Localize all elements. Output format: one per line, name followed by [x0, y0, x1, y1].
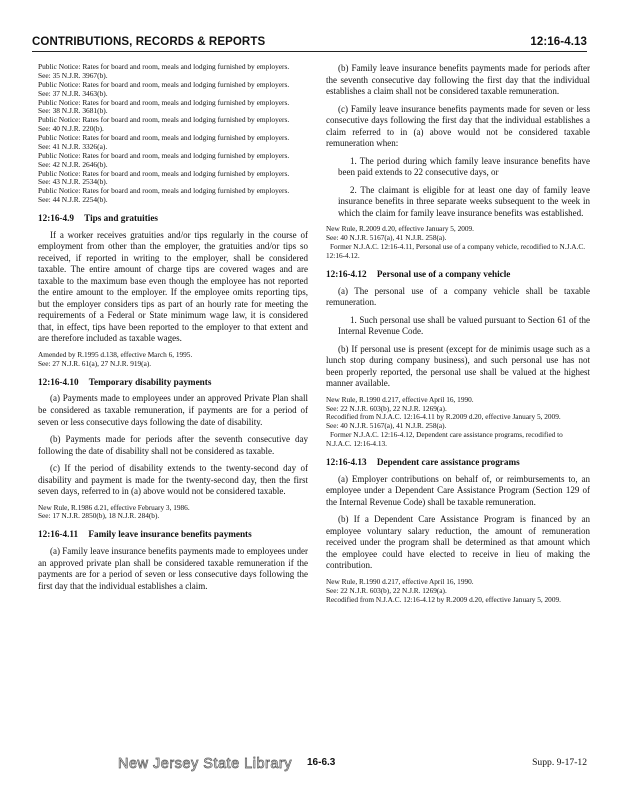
section-paragraph: (b) Payments made for periods after the seventh consecutive day following the date of disability shall not be considered as taxable. [38, 434, 308, 456]
section-history [38, 351, 308, 369]
section-heading-4-13 [326, 457, 590, 469]
notice-line: See: 41 N.J.R. 3326(a). [38, 141, 108, 151]
list-item: 1. Such personal use shall be valued pursuant to Section 61 of the Internal Revenue Code. [338, 314, 590, 337]
history-line: Recodified from N.J.A.C. 12:16-4.12 by R.2009 d.20, effective January 5, 2009. [326, 594, 561, 604]
section-heading-4-9 [38, 213, 308, 225]
section-title: Dependent care assistance programs [376, 456, 520, 467]
notice-line: Public Notice: Rates for board and room, meals and lodging furnished by employers. [38, 133, 290, 142]
section-history [326, 396, 590, 449]
notice-line: See: 40 N.J.R. 220(b). [38, 124, 104, 134]
history-line: New Rule, R.1990 d.217, effective April 16, 1990. [326, 576, 474, 586]
section-heading-4-10 [38, 377, 308, 389]
public-notice-list [38, 63, 308, 205]
section-paragraph: (a) Family leave insurance benefits payments made to employees under an approved private plan shall be considered taxable remuneration if the payments are for a period of seven or less consecutive days following the first day that the individual establishes a claim. [38, 546, 308, 591]
notice-line: Public Notice: Rates for board and room, meals and lodging furnished by employers. [38, 62, 290, 71]
notice-line: Public Notice: Rates for board and room, meals and lodging furnished by employers. [38, 115, 290, 125]
notice-line: Public Notice: Rates for board and room, meals and lodging furnished by employers. [38, 168, 290, 178]
section-number: 12:16-4.9 [38, 213, 74, 223]
library-watermark: New Jersey State Library [118, 756, 292, 772]
notice-line: Public Notice: Rates for board and room, meals and lodging furnished by employers. [38, 186, 290, 196]
history-line: See: 27 N.J.R. 61(a), 27 N.J.R. 919(a). [38, 358, 152, 368]
section-paragraph: (a) Employer contributions on behalf of, or reimbursements to, an employee under a Dependent Care Assistance Program (Section 129 of the Internal Revenue Code) shall be taxable remuneration. [326, 473, 590, 507]
history-line: Former N.J.A.C. 12:16-4.11, Personal use of a company vehicle, recodified to N.J.A.C. 12:16-4.12. [326, 241, 586, 260]
section-paragraph: (c) If the period of disability extends to the twenty-second day of disability and payment is made for the twenty-second day, then the first seven days, referred to in (a) above would not be considered taxable. [38, 463, 308, 497]
section-history [326, 578, 590, 605]
history-line: See: 22 N.J.R. 603(b), 22 N.J.R. 1269(a). [326, 585, 447, 595]
section-title: Family leave insurance benefits payments [88, 529, 252, 540]
section-heading-4-11 [38, 529, 308, 541]
history-line: See: 17 N.J.R. 2850(b), 18 N.J.R. 284(b). [38, 511, 160, 521]
section-heading-4-12 [326, 269, 590, 281]
running-header [32, 36, 587, 52]
history-line: See: 40 N.J.R. 5167(a), 41 N.J.R. 258(a). [326, 421, 447, 431]
section-paragraph: (a) The personal use of a company vehicle shall be taxable remuneration. [326, 285, 590, 308]
section-paragraph: (b) If a Dependent Care Assistance Program is financed by an employee voluntary salary reduction, the amount of remuneration received under the program shall be determined as that amount which the employee could have elected to receive in lieu of making the contribution. [326, 514, 590, 571]
page-number: 16-6.3 [307, 757, 336, 768]
history-line: Former N.J.A.C. 12:16-4.12, Dependent care assistance programs, recodified to N.J.A.C. 12:16-4.13. [326, 430, 563, 449]
list-item: 1. The period during which family leave insurance benefits have been paid extends to 22 consecutive days, or [338, 155, 590, 178]
header-title: CONTRIBUTIONS, RECORDS & REPORTS [32, 36, 266, 48]
history-line: New Rule, R.1990 d.217, effective April 16, 1990. [326, 394, 474, 404]
notice-line: Public Notice: Rates for board and room, meals and lodging furnished by employers. [38, 150, 290, 160]
list-item: 2. The claimant is eligible for at least one day of family leave insurance benefits in three separate weeks subsequent to the week in which the claim for family leave insurance benefits was established. [338, 184, 590, 218]
notice-line: See: 42 N.J.R. 2646(b). [38, 159, 108, 169]
section-title: Personal use of a company vehicle [376, 268, 511, 279]
history-line: See: 40 N.J.R. 5167(a), 41 N.J.R. 258(a). [326, 233, 447, 243]
section-history [326, 225, 590, 261]
notice-line: See: 44 N.J.R. 2254(b). [38, 195, 108, 205]
header-section-ref: 12:16-4.13 [530, 36, 587, 48]
section-paragraph: (c) Family leave insurance benefits payments made for seven or less consecutive days following the first day that the individual establishes a claim referred to in (a) above would not be considered taxable remuneration when: [326, 103, 590, 149]
section-number: 12:16-4.12 [326, 268, 367, 279]
right-column [326, 63, 590, 609]
section-history [38, 504, 308, 522]
section-paragraph: If a worker receives gratuities and/or tips regularly in the course of employment from other than the employer, the gratuities and/or tips so received, if reported in writing to the employer, shall be considered taxable. The entire amount of charge tips are covered wages and are taxable to the maximum base even though the employee has not reported the entire amount to the employer. If the employee omits reporting tips, but the employer considers tips as part of an hourly rate for meeting the requirements of a Federal or State minimum wage law, it is considered that, in effect, tips have been reported to the employer to that extent and are therefore included as taxable wages. [38, 229, 308, 344]
section-number: 12:16-4.13 [326, 456, 367, 467]
notice-line: Public Notice: Rates for board and room, meals and lodging furnished by employers. [38, 79, 290, 89]
section-paragraph: (a) Payments made to employees under an approved Private Plan shall be considered as taxable remuneration, if payments are for a period of seven or less consecutive days following the date of disability. [38, 393, 308, 427]
section-paragraph: (b) If personal use is present (except for de minimis usage such as a lunch stop during company business), and such personal use has not been properly reported, the personal use shall be valued at the highest manner available. [326, 343, 590, 389]
history-line: See: 22 N.J.R. 603(b), 22 N.J.R. 1269(a). [326, 403, 447, 413]
left-column [38, 63, 308, 598]
notice-line: See: 37 N.J.R. 3463(b). [38, 88, 108, 98]
notice-line: See: 38 N.J.R. 3681(b). [38, 106, 108, 116]
notice-line: See: 35 N.J.R. 3967(b). [38, 70, 108, 80]
history-line: New Rule, R.2009 d.20, effective January 5, 2009. [326, 224, 475, 234]
supplement-date: Supp. 9-17-12 [532, 757, 587, 768]
section-paragraph: (b) Family leave insurance benefits payments made for periods after the seventh consecutive day following the first day that the individual establishes a claim shall not be considered taxable remuneration. [326, 63, 590, 97]
section-number: 12:16-4.10 [38, 376, 79, 387]
history-line: New Rule, R.1986 d.21, effective February 3, 1986. [38, 502, 190, 512]
page-footer [0, 754, 617, 776]
notice-line: Public Notice: Rates for board and room, meals and lodging furnished by employers. [38, 97, 290, 107]
notice-line: See: 43 N.J.R. 2534(b). [38, 177, 108, 187]
section-title: Tips and gratuities [84, 213, 158, 223]
section-title: Temporary disability payments [88, 376, 212, 387]
section-number: 12:16-4.11 [38, 529, 79, 540]
history-line: Amended by R.1995 d.138, effective March 6, 1995. [38, 349, 193, 359]
history-line: Recodified from N.J.A.C. 12:16-4.11 by R.2009 d.20, effective January 5, 2009. [326, 412, 561, 422]
